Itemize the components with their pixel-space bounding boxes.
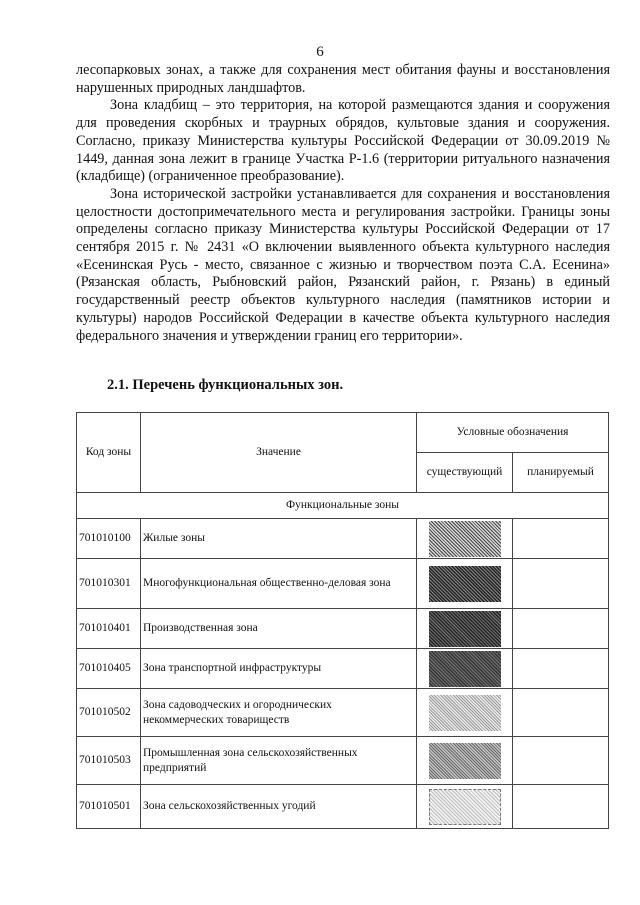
existing-legend-cell	[417, 609, 513, 649]
table-row	[77, 649, 609, 689]
body-text	[76, 62, 610, 345]
planned-legend-cell	[513, 689, 609, 737]
table-row	[77, 609, 609, 649]
table-row	[77, 519, 609, 559]
existing-legend-cell	[417, 559, 513, 609]
paragraph-2: Зона кладбищ – это территория, на которой размещаются здания и сооружения для проведения скорбных и траурных обрядов, культовые здания и сооружения. Согласно, приказу Министерства культуры Российской Федерации от 30.09.2019 № 1449, данная зона лежит в границе Участка Р-1.6 (территории ритуального назначения (кладбище) (ограниченное преобразование).	[76, 97, 610, 185]
page-number: 6	[316, 44, 324, 60]
zone-code: 701010405	[77, 649, 141, 689]
table-group-row	[77, 493, 609, 519]
transport-zone-hatch-swatch	[429, 651, 501, 687]
zone-name: Промышленная зона сельскохозяйственных предприятий	[141, 737, 417, 785]
header-code: Код зоны	[77, 413, 141, 493]
zone-code: 701010401	[77, 609, 141, 649]
zone-code: 701010301	[77, 559, 141, 609]
existing-legend-cell	[417, 519, 513, 559]
planned-legend-cell	[513, 737, 609, 785]
zone-code: 701010100	[77, 519, 141, 559]
planned-legend-cell	[513, 785, 609, 829]
table-row	[77, 785, 609, 829]
planned-legend-cell	[513, 519, 609, 559]
zone-name: Жилые зоны	[141, 519, 417, 559]
header-name: Значение	[141, 413, 417, 493]
paragraph-3: Зона исторической застройки устанавливается для сохранения и восстановления целостности достопримечательного места и регулирования застройки. Границы зоны определены согласно приказу Министерства культуры Российской Федерации от 17 сентября 2015 г. № 2431 «О включении выявленного объекта культурного наследия «Есенинская Русь - место, связанное с жизнью и творчеством поэта С.А. Есенина» (Рязанская область, Рыбновский район, Рязанский район, г. Рязань) в единый государственный реестр объектов культурного наследия (памятников истории и культуры) народов Российской Федерации в качестве объекта культурного наследия федерального значения и утверждении границ его территории».	[76, 185, 610, 344]
production-zone-hatch-swatch	[429, 611, 501, 647]
table-header-row	[77, 413, 609, 453]
planned-legend-cell	[513, 609, 609, 649]
paragraph-1: лесопарковых зонах, а также для сохранения мест обитания фауны и восстановления нарушенных природных ландшафтов.	[76, 62, 610, 96]
table-row	[77, 689, 609, 737]
table-row	[77, 737, 609, 785]
zone-name: Многофункциональная общественно-деловая зона	[141, 559, 417, 609]
zone-code: 701010503	[77, 737, 141, 785]
zone-code: 701010501	[77, 785, 141, 829]
existing-legend-cell	[417, 689, 513, 737]
existing-legend-cell	[417, 785, 513, 829]
header-existing: существующий	[417, 453, 513, 493]
zones-table	[76, 412, 609, 829]
table-row	[77, 559, 609, 609]
existing-legend-cell	[417, 649, 513, 689]
zone-name: Зона садоводческих и огороднических некоммерческих товариществ	[141, 689, 417, 737]
garden-zone-hatch-swatch	[429, 695, 501, 731]
agro-industrial-zone-hatch-swatch	[429, 743, 501, 779]
multifunctional-zone-hatch-swatch	[429, 566, 501, 602]
zone-name: Зона сельскохозяйственных угодий	[141, 785, 417, 829]
section-heading: 2.1. Перечень функциональных зон.	[107, 377, 344, 393]
living-zone-hatch-swatch	[429, 521, 501, 557]
zone-name: Производственная зона	[141, 609, 417, 649]
farmland-zone-hatch-swatch	[429, 789, 501, 825]
header-legend: Условные обозначения	[417, 413, 609, 453]
header-planned: планируемый	[513, 453, 609, 493]
zone-code: 701010502	[77, 689, 141, 737]
existing-legend-cell	[417, 737, 513, 785]
planned-legend-cell	[513, 559, 609, 609]
zone-name: Зона транспортной инфраструктуры	[141, 649, 417, 689]
planned-legend-cell	[513, 649, 609, 689]
group-title: Функциональные зоны	[77, 493, 609, 519]
